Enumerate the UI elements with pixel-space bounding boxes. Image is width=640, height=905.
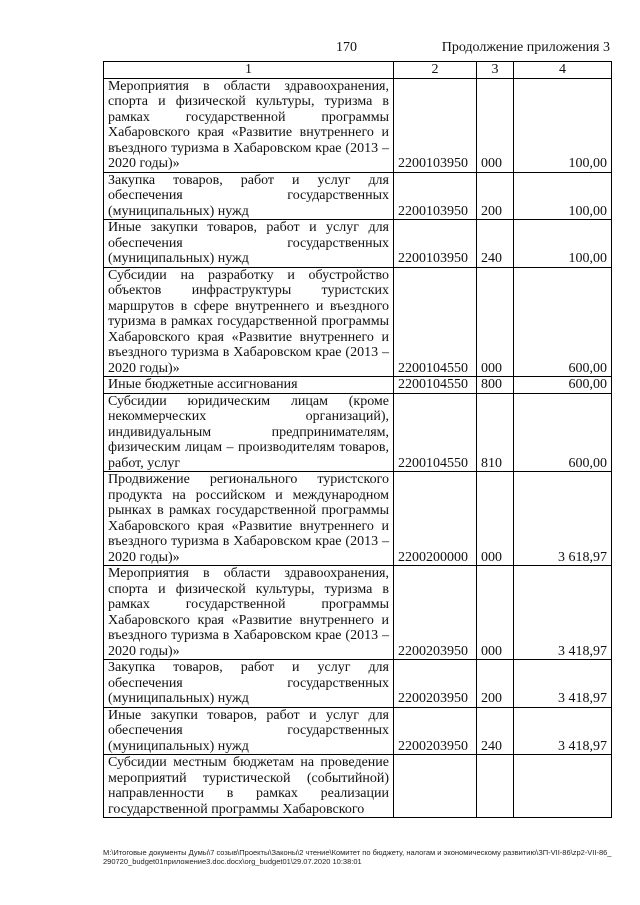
table-row [104,660,612,708]
target-article-code: 2200103950 [394,78,477,172]
column-header: 2 [394,62,477,79]
row-description: Мероприятия в области здравоохранения, спорта и физической культуры, туризма в рамках государственной программы Хабаровского края «Развитие внутреннего и въездного туризма в Хабаровском крае (2013 – 2020 годы)» [104,566,394,660]
table-row [104,172,612,220]
table-row [104,377,612,394]
amount: 600,00 [514,267,612,377]
row-description: Субсидии на разработку и обустройство объектов инфраструктуры туристских маршрутов в сфере внутреннего и въездного туризма в рамках государственной программы Хабаровского края «Развитие внутреннего и въездного туризма в Хабаровском крае (2013 – 2020 годы)» [104,267,394,377]
table-row [104,267,612,377]
expense-group-code: 800 [477,377,514,394]
column-header: 4 [514,62,612,79]
expense-group-code: 810 [477,393,514,472]
amount: 3 418,97 [514,566,612,660]
row-description: Закупка товаров, работ и услуг для обеспечения государственных (муниципальных) нужд [104,660,394,708]
amount: 3 418,97 [514,707,612,755]
table-row [104,78,612,172]
amount: 100,00 [514,172,612,220]
expense-group-code: 200 [477,660,514,708]
expense-group-code: 240 [477,220,514,268]
amount [514,755,612,818]
amount: 600,00 [514,377,612,394]
budget-table [103,61,612,818]
target-article-code: 2200104550 [394,377,477,394]
amount: 3 418,97 [514,660,612,708]
table-header-row [104,62,612,79]
table-row [104,472,612,566]
column-header: 1 [104,62,394,79]
row-description: Продвижение регионального туристского продукта на российском и международном рынках в рамках государственной программы Хабаровского края «Развитие внутреннего и въездного туризма в Хабаровском крае (2013 – 2020 годы)» [104,472,394,566]
row-description: Иные бюджетные ассигнования [104,377,394,394]
row-description: Закупка товаров, работ и услуг для обеспечения государственных (муниципальных) нужд [104,172,394,220]
row-description: Иные закупки товаров, работ и услуг для обеспечения государственных (муниципальных) нужд [104,220,394,268]
page-number: 170 [336,40,357,55]
amount: 100,00 [514,78,612,172]
target-article-code: 2200104550 [394,393,477,472]
target-article-code: 2200203950 [394,660,477,708]
expense-group-code [477,755,514,818]
row-description: Иные закупки товаров, работ и услуг для обеспечения государственных (муниципальных) нужд [104,707,394,755]
table-row [104,707,612,755]
row-description: Субсидии юридическим лицам (кроме некоммерческих организаций), индивидуальным предпринимателям, физическим лицам – производителям товаров, работ, услуг [104,393,394,472]
table-row [104,566,612,660]
expense-group-code: 200 [477,172,514,220]
table-row [104,393,612,472]
expense-group-code: 000 [477,78,514,172]
target-article-code: 2200104550 [394,267,477,377]
expense-group-code: 000 [477,267,514,377]
target-article-code: 2200103950 [394,220,477,268]
target-article-code: 2200203950 [394,566,477,660]
row-description: Мероприятия в области здравоохранения, спорта и физической культуры, туризма в рамках государственной программы Хабаровского края «Развитие внутреннего и въездного туризма в Хабаровском крае (2013 – 2020 годы)» [104,78,394,172]
target-article-code: 2200103950 [394,172,477,220]
target-article-code: 2200200000 [394,472,477,566]
target-article-code: 2200203950 [394,707,477,755]
amount: 100,00 [514,220,612,268]
appendix-continuation-label: Продолжение приложения 3 [441,40,610,55]
target-article-code [394,755,477,818]
expense-group-code: 240 [477,707,514,755]
table-row [104,220,612,268]
amount: 600,00 [514,393,612,472]
expense-group-code: 000 [477,566,514,660]
expense-group-code: 000 [477,472,514,566]
row-description: Субсидии местным бюджетам на проведение мероприятий туристической (событийной) направленности в рамках реализации государственной программы Хабаровского [104,755,394,818]
table-row [104,755,612,818]
amount: 3 618,97 [514,472,612,566]
column-header: 3 [477,62,514,79]
document-file-path-footer: M:\Итоговые документы Думы\7 созыв\Проекты\Законы\2 чтение\Комитет по бюджету, налогам и экономическому развитию\ЗП-VII-86\zp2-VII-86_290720_budget01приложение3.doc.docx\org_budget01\29.07.2020 10:38:01 [103,848,612,866]
